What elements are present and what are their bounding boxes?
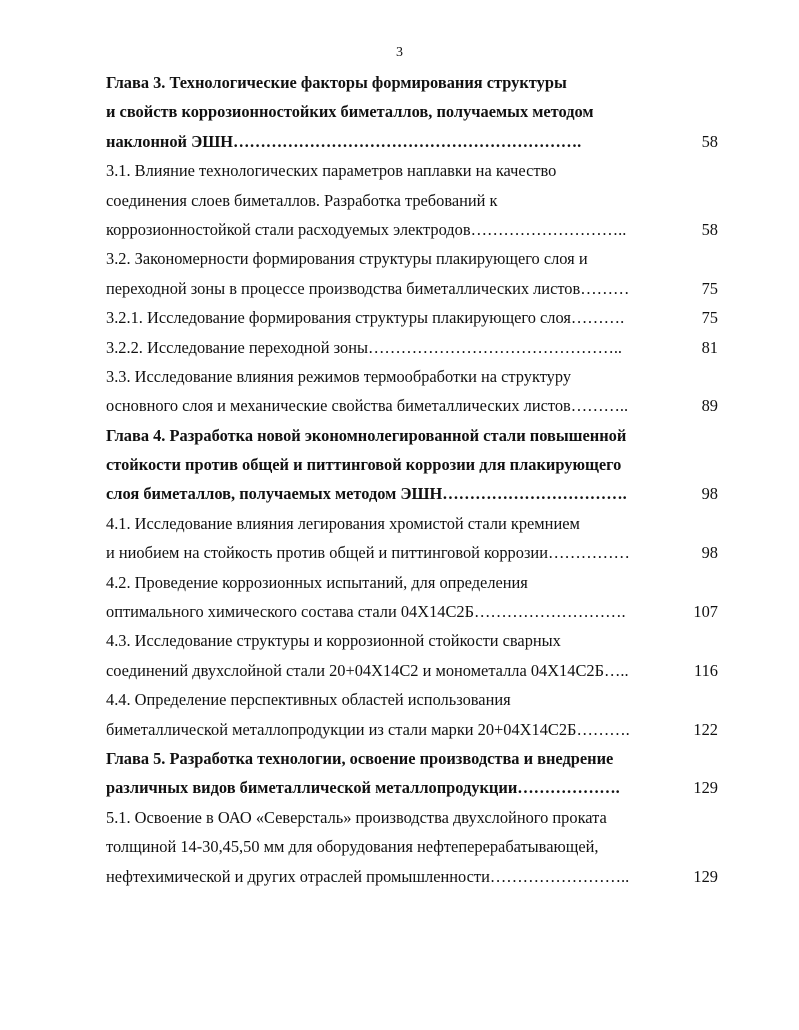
toc-line [106,773,718,802]
toc-line [106,715,718,744]
toc-entry-text: 3.1. Влияние технологических параметров наплавки на качество [106,161,557,181]
toc-line [106,744,718,773]
toc-entry-text: 4.3. Исследование структуры и коррозионной стойкости сварных [106,631,561,651]
toc-entry-text: 5.1. Освоение в ОАО «Северсталь» производства двухслойного проката [106,807,607,827]
toc-line [106,362,718,391]
toc-line [106,479,718,508]
toc-line [106,391,718,420]
toc-line [106,538,718,567]
toc-page-number: 98 [701,484,718,504]
toc-line [106,333,718,362]
toc-entry-text: коррозионностойкой стали расходуемых электродов……………………….. [106,219,627,239]
toc-entry-text: оптимального химического состава стали 04Х14С2Б………………………. [106,602,626,622]
toc-line [106,303,718,332]
toc-line [106,215,718,244]
toc-page-number: 75 [701,278,718,298]
toc-line [106,685,718,714]
toc-entry-text: 3.2.1. Исследование формирования структуры плакирующего слоя………. [106,308,625,328]
toc-entry-text: различных видов биметаллической металлопродукции………………. [106,778,620,798]
toc-line [106,803,718,832]
toc-page-number: 129 [693,778,718,798]
toc-line [106,68,718,97]
toc-entry-text: и свойств коррозионностойких биметаллов, получаемых методом [106,102,594,122]
toc-line [106,597,718,626]
toc-entry-text: наклонной ЭШН………………………………………………………. [106,131,582,151]
toc-line [106,156,718,185]
toc-entry-text: 4.4. Определение перспективных областей использования [106,690,511,710]
toc-entry-text: и ниобием на стойкость против общей и питтинговой коррозии…………… [106,543,630,563]
page-number: 3 [396,45,403,60]
toc-line [106,656,718,685]
toc-line [106,244,718,273]
toc-entry-text: Глава 5. Разработка технологии, освоение производства и внедрение [106,748,614,768]
toc-page-number: 89 [701,396,718,416]
toc-entry-text: 3.2. Закономерности формирования структуры плакирующего слоя и [106,249,588,269]
toc-entry-text: 4.2. Проведение коррозионных испытаний, для определения [106,572,528,592]
toc-entry-text: соединений двухслойной стали 20+04Х14С2 и монометалла 04Х14С2Б….. [106,660,629,680]
toc-entry-text: биметаллической металлопродукции из стали марки 20+04Х14С2Б………. [106,719,630,739]
toc-page-number: 129 [693,866,718,886]
toc-page-number: 107 [693,602,718,622]
toc-page-number: 81 [701,337,718,357]
toc-line [106,97,718,126]
toc-entry-text: 3.3. Исследование влияния режимов термообработки на структуру [106,366,572,386]
toc-page-number: 122 [693,719,718,739]
toc-entry-text: стойкости против общей и питтинговой коррозии для плакирующего [106,455,622,475]
toc-page-number: 75 [701,308,718,328]
toc-line [106,862,718,891]
toc-page-number: 58 [701,131,718,151]
toc-line [106,274,718,303]
toc-entry-text: соединения слоев биметаллов. Разработка требований к [106,190,498,210]
toc-page-number: 116 [694,660,718,680]
toc-line [106,568,718,597]
toc-line [106,186,718,215]
toc-line [106,509,718,538]
toc-entry-text: переходной зоны в процессе производства биметаллических листов……… [106,278,630,298]
toc-line [106,626,718,655]
toc-entry-text: толщиной 14-30,45,50 мм для оборудования нефтеперерабатывающей, [106,837,599,857]
toc-entry-text: Глава 4. Разработка новой экономнолегированной стали повышенной [106,425,627,445]
toc-entry-text: 4.1. Исследование влияния легирования хромистой стали кремнием [106,513,580,533]
toc-page-number: 58 [701,219,718,239]
toc-page-number: 98 [701,543,718,563]
toc-line [106,421,718,450]
table-of-contents [106,68,718,891]
toc-entry-text: 3.2.2. Исследование переходной зоны……………………………………….. [106,337,623,357]
toc-line [106,450,718,479]
toc-line [106,832,718,861]
toc-entry-text: нефтехимической и других отраслей промышленности…………………….. [106,866,630,886]
toc-entry-text: Глава 3. Технологические факторы формирования структуры [106,73,567,92]
toc-entry-text: основного слоя и механические свойства биметаллических листов……….. [106,396,629,416]
toc-entry-text: слоя биметаллов, получаемых методом ЭШН……………………………. [106,484,627,504]
toc-line [106,127,718,156]
